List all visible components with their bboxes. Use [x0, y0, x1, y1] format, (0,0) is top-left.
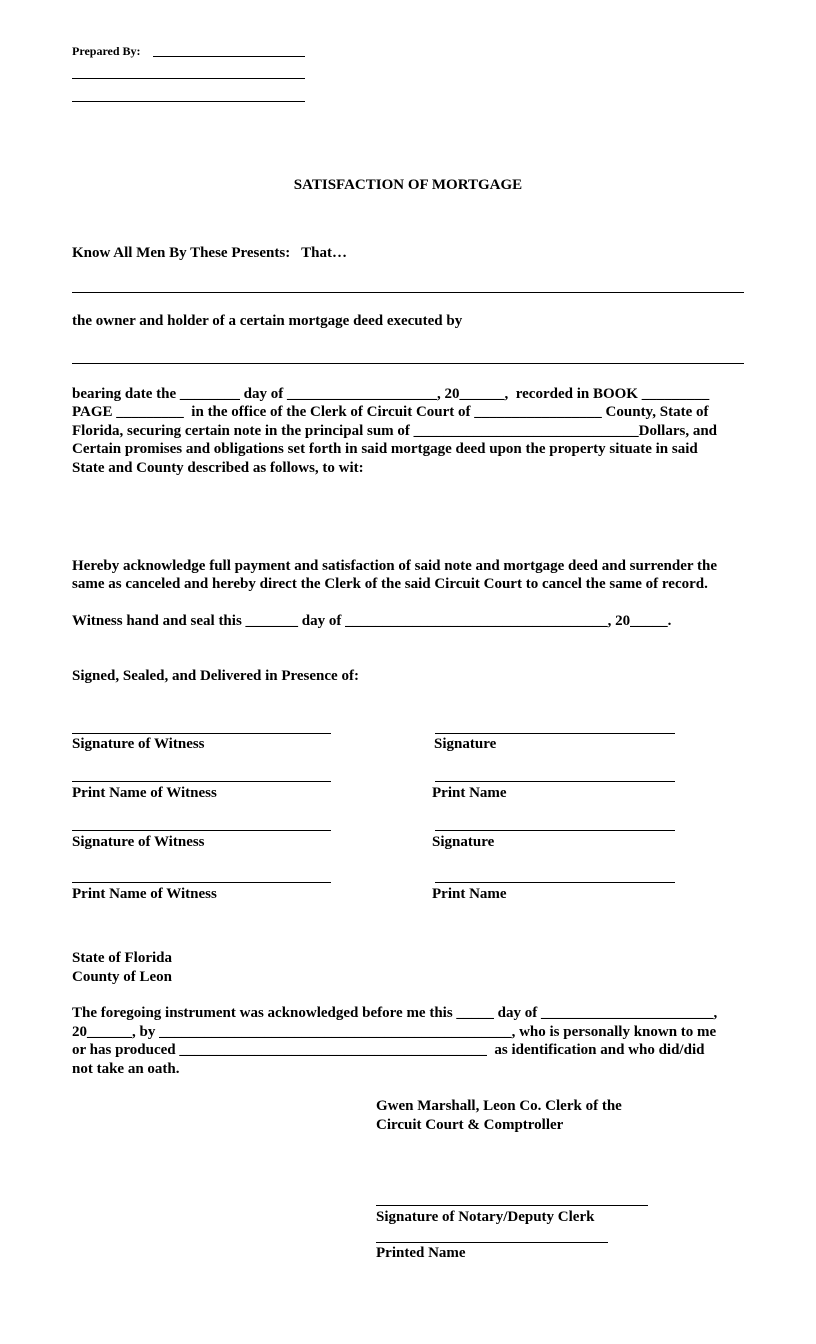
acknowledgment-line-4: not take an oath.	[72, 1061, 180, 1077]
grantor-1-signature-label: Signature	[434, 736, 497, 752]
notary-printed-name-line[interactable]	[376, 1242, 608, 1243]
grantor-1-print-name-label: Print Name	[432, 785, 507, 801]
grantor-1-print-name-line[interactable]	[435, 781, 675, 782]
grantor-2-signature-line[interactable]	[435, 830, 675, 831]
paragraph-1-line-5: State and County described as follows, to wit:	[72, 460, 364, 476]
notary-printed-name-label: Printed Name	[376, 1245, 466, 1261]
prepared-by-blank-line[interactable]	[153, 56, 305, 57]
mortgagee-blank-line[interactable]	[72, 292, 744, 293]
notary-signature-label: Signature of Notary/Deputy Clerk	[376, 1209, 595, 1225]
witness-1-signature-line[interactable]	[72, 733, 331, 734]
paragraph-1-line-4: Certain promises and obligations set forth in said mortgage deed upon the property situate in said	[72, 441, 698, 457]
paragraph-1-line-1: bearing date the ________ day of ____________________, 20______, recorded in BOOK _________	[72, 386, 710, 402]
mortgagor-blank-line[interactable]	[72, 363, 744, 364]
witness-1-signature-label: Signature of Witness	[72, 736, 205, 752]
paragraph-1-line-2: PAGE _________ in the office of the Clerk of Circuit Court of _________________ County, State of	[72, 404, 709, 420]
signed-heading: Signed, Sealed, and Delivered in Presence of:	[72, 668, 359, 684]
owner-line: the owner and holder of a certain mortgage deed executed by	[72, 313, 463, 329]
witness-1-print-name-line[interactable]	[72, 781, 331, 782]
witness-1-print-name-label: Print Name of Witness	[72, 785, 217, 801]
grantor-1-signature-line[interactable]	[435, 733, 675, 734]
grantor-2-print-name-line[interactable]	[435, 882, 675, 883]
document-title: SATISFACTION OF MORTGAGE	[293, 177, 523, 193]
acknowledgment-line-2: 20______, by _______________________________________________, who is personally known to me	[72, 1024, 717, 1040]
paragraph-2-line-1: Hereby acknowledge full payment and satisfaction of said note and mortgage deed and surrender the	[72, 558, 718, 574]
acknowledgment-line-1: The foregoing instrument was acknowledged before me this _____ day of _______________________,	[72, 1005, 718, 1021]
address-blank-line-1[interactable]	[72, 78, 305, 79]
witness-2-print-name-label: Print Name of Witness	[72, 886, 217, 902]
notary-signature-line[interactable]	[376, 1205, 648, 1206]
county-label: County of Leon	[72, 969, 173, 985]
paragraph-2-line-2: same as canceled and hereby direct the Clerk of the said Circuit Court to cancel the same of record.	[72, 576, 708, 592]
grantor-2-signature-label: Signature	[432, 834, 495, 850]
paragraph-1-line-3: Florida, securing certain note in the principal sum of ______________________________Dollars, and	[72, 423, 717, 439]
grantor-2-print-name-label: Print Name	[432, 886, 507, 902]
witness-2-signature-line[interactable]	[72, 830, 331, 831]
acknowledgment-line-3: or has produced _________________________________________ as identification and who did/did	[72, 1042, 705, 1058]
address-blank-line-2[interactable]	[72, 101, 305, 102]
witness-2-signature-label: Signature of Witness	[72, 834, 205, 850]
clerk-line-2: Circuit Court & Comptroller	[376, 1117, 564, 1133]
state-label: State of Florida	[72, 950, 172, 966]
prepared-by-label: Prepared By:	[72, 44, 141, 58]
witness-2-print-name-line[interactable]	[72, 882, 331, 883]
witness-line: Witness hand and seal this _______ day of ___________________________________, 20_____.	[72, 613, 672, 629]
clerk-line-1: Gwen Marshall, Leon Co. Clerk of the	[376, 1098, 622, 1114]
intro-line: Know All Men By These Presents: That…	[72, 245, 348, 261]
